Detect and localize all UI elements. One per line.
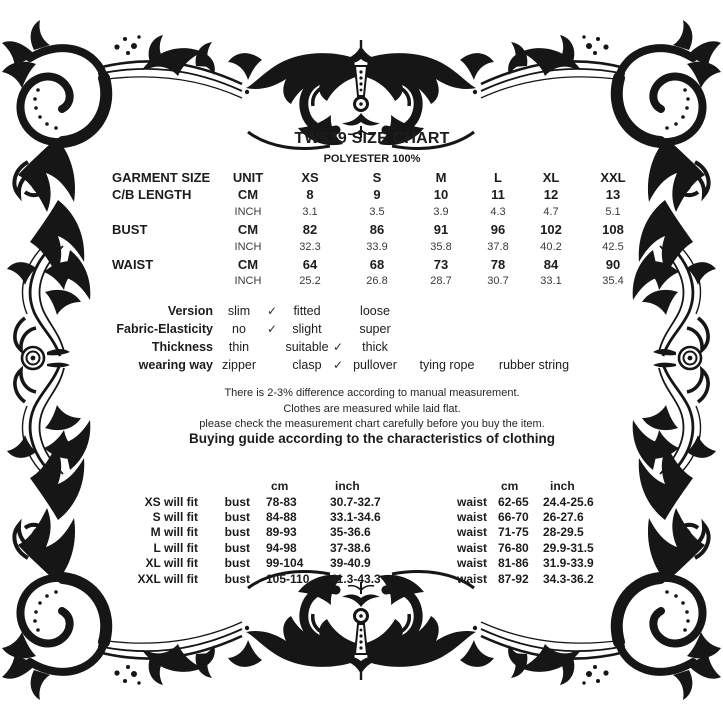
bust-label: bust	[224, 571, 250, 586]
waist-cm-range: 87-92	[498, 571, 529, 586]
attribute-label: wearing way	[138, 358, 213, 372]
waist-cm-range: 71-75	[498, 525, 529, 540]
fit-size-label: M will fit	[150, 525, 198, 540]
value-cell: 82	[302, 222, 318, 238]
value-cell: 26.8	[366, 275, 388, 288]
attribute-option: pullover	[353, 358, 397, 372]
column-header-cm: cm	[501, 479, 519, 493]
buying-guide-row-s	[0, 509, 633, 524]
table-row-cb-length-inch	[112, 204, 648, 221]
bust-inch-range: 39-40.9	[330, 556, 371, 571]
bust-cm-range: 84-88	[266, 510, 297, 525]
value-cell: 91	[433, 222, 449, 238]
value-cell: 28.7	[430, 275, 452, 288]
buying-guide-heading: Buying guide according to the characteristics of clothing	[188, 431, 556, 446]
value-cell: 64	[302, 256, 318, 272]
check-icon: ✓	[266, 304, 278, 318]
column-header-cm: cm	[271, 479, 289, 493]
buying-guide-row-l	[0, 540, 633, 555]
row-label: WAIST	[112, 256, 154, 272]
attribute-row-thickness	[0, 338, 578, 356]
bust-label: bust	[224, 510, 250, 525]
attribute-option: no	[232, 322, 246, 336]
attribute-label: Version	[167, 304, 213, 318]
value-cell: 84	[543, 256, 559, 272]
fit-size-label: L will fit	[153, 540, 198, 555]
unit-cell: CM	[237, 187, 259, 203]
bust-inch-range: 41.3-43.3	[330, 571, 381, 586]
size-chart-table	[112, 169, 648, 290]
waist-cm-range: 76-80	[498, 540, 529, 555]
row-label: BUST	[112, 222, 148, 238]
value-cell: 96	[490, 222, 506, 238]
value-cell: 3.1	[302, 206, 318, 219]
waist-cm-range: 81-86	[498, 556, 529, 571]
bust-inch-range: 37-38.6	[330, 540, 371, 555]
column-header-s: S	[372, 170, 382, 186]
bust-cm-range: 94-98	[266, 540, 297, 555]
page-title: TW639 SIZE CHART	[294, 130, 450, 147]
attribute-label: Fabric-Elasticity	[116, 322, 213, 336]
buying-guide-table	[0, 478, 633, 586]
material-subtitle: POLYESTER 100%	[323, 153, 421, 165]
bust-cm-range: 105-110	[266, 571, 310, 586]
attribute-label: Thickness	[151, 340, 213, 354]
size-table-header-row	[112, 169, 648, 186]
value-cell: 86	[369, 222, 385, 238]
attribute-option: clasp	[292, 358, 322, 372]
buying-guide-row-xxl	[0, 571, 633, 586]
bust-inch-range: 33.1-34.6	[330, 510, 381, 525]
attribute-option: suitable	[285, 340, 329, 354]
waist-label: waist	[456, 494, 487, 509]
value-cell: 9	[373, 187, 381, 203]
column-header-unit: UNIT	[232, 170, 264, 186]
row-label: C/B LENGTH	[112, 187, 192, 203]
bust-label: bust	[224, 540, 250, 555]
bust-inch-range: 30.7-32.7	[330, 494, 381, 509]
bust-label: bust	[224, 556, 250, 571]
value-cell: 3.5	[369, 206, 385, 219]
value-cell: 68	[369, 256, 385, 272]
value-cell: 73	[433, 256, 449, 272]
attribute-option: super	[359, 322, 391, 336]
value-cell: 10	[433, 187, 449, 203]
value-cell: 8	[306, 187, 314, 203]
value-cell: 33.9	[366, 240, 388, 253]
value-cell: 78	[490, 256, 506, 272]
value-cell: 4.7	[543, 206, 559, 219]
buying-guide-header-row	[0, 478, 633, 494]
note-line: Clothes are measured while laid flat.	[283, 402, 461, 415]
column-header-inch: inch	[335, 479, 360, 493]
garment-attributes	[0, 302, 578, 374]
value-cell: 108	[602, 222, 624, 238]
waist-inch-range: 26-27.6	[543, 510, 584, 525]
buying-guide-row-xl	[0, 556, 633, 571]
waist-inch-range: 28-29.5	[543, 525, 584, 540]
value-cell: 25.2	[299, 275, 321, 288]
waist-label: waist	[456, 525, 487, 540]
waist-inch-range: 24.4-25.6	[543, 494, 594, 509]
column-header-m: M	[435, 170, 447, 186]
attribute-option: thin	[228, 340, 250, 354]
column-header-inch: inch	[550, 479, 575, 493]
bust-cm-range: 89-93	[266, 525, 297, 540]
value-cell: 13	[605, 187, 621, 203]
waist-inch-range: 34.3-36.2	[543, 571, 594, 586]
column-header-garment-size: GARMENT SIZE	[112, 170, 211, 186]
attribute-option: fitted	[293, 304, 321, 318]
unit-cell: INCH	[234, 206, 262, 219]
unit-cell: INCH	[234, 275, 262, 288]
waist-inch-range: 29.9-31.5	[543, 540, 594, 555]
attribute-option: slim	[227, 304, 251, 318]
unit-cell: CM	[237, 256, 259, 272]
bust-label: bust	[224, 525, 250, 540]
fit-size-label: XXL will fit	[137, 571, 198, 586]
check-icon: ✓	[266, 322, 278, 336]
value-cell: 30.7	[487, 275, 509, 288]
column-header-xxl: XXL	[600, 170, 626, 186]
column-header-xs: XS	[301, 170, 319, 186]
waist-inch-range: 31.9-33.9	[543, 556, 594, 571]
check-icon: ✓	[332, 340, 344, 354]
bust-label: bust	[224, 494, 250, 509]
waist-label: waist	[456, 510, 487, 525]
waist-cm-range: 66-70	[498, 510, 529, 525]
attribute-option: slight	[292, 322, 322, 336]
value-cell: 35.8	[430, 240, 452, 253]
value-cell: 35.4	[602, 275, 624, 288]
waist-cm-range: 62-65	[498, 494, 529, 509]
value-cell: 12	[543, 187, 559, 203]
value-cell: 5.1	[605, 206, 621, 219]
attribute-row-fabric-elasticity	[0, 320, 578, 338]
value-cell: 42.5	[602, 240, 624, 253]
attribute-option: rubber string	[498, 358, 570, 372]
table-row-bust-cm	[112, 221, 648, 238]
bust-inch-range: 35-36.6	[330, 525, 371, 540]
waist-label: waist	[456, 540, 487, 555]
value-cell: 32.3	[299, 240, 321, 253]
attribute-row-version	[0, 302, 578, 320]
unit-cell: INCH	[234, 240, 262, 253]
column-header-xl: XL	[542, 170, 560, 186]
value-cell: 102	[540, 222, 562, 238]
measurement-notes	[21, 386, 723, 433]
fit-size-label: XL will fit	[145, 556, 198, 571]
table-row-cb-length-cm	[112, 186, 648, 203]
note-line: There is 2-3% difference according to manual measurement.	[224, 387, 520, 399]
attribute-option: tying rope	[419, 358, 475, 372]
attribute-option: zipper	[221, 358, 257, 372]
table-row-bust-inch	[112, 238, 648, 255]
check-icon: ✓	[332, 358, 344, 372]
value-cell: 37.8	[487, 240, 509, 253]
attribute-option: loose	[360, 304, 390, 318]
buying-guide-row-m	[0, 525, 633, 540]
attribute-row-wearing-way	[0, 356, 578, 374]
note-line: please check the measurement chart carefully before you buy the item.	[199, 418, 545, 430]
value-cell: 3.9	[433, 206, 449, 219]
bust-cm-range: 78-83	[266, 494, 297, 509]
value-cell: 33.1	[540, 275, 562, 288]
waist-label: waist	[456, 556, 487, 571]
waist-label: waist	[456, 571, 487, 586]
attribute-option: thick	[362, 340, 388, 354]
fit-size-label: S will fit	[152, 510, 198, 525]
column-header-l: L	[494, 170, 502, 186]
value-cell: 11	[491, 187, 505, 203]
table-row-waist-inch	[112, 273, 648, 290]
bust-cm-range: 99-104	[266, 556, 304, 571]
buying-guide-row-xs	[0, 494, 633, 509]
value-cell: 90	[605, 256, 621, 272]
fit-size-label: XS will fit	[144, 494, 198, 509]
value-cell: 40.2	[540, 240, 562, 253]
value-cell: 4.3	[490, 206, 506, 219]
table-row-waist-cm	[112, 255, 648, 272]
unit-cell: CM	[237, 222, 259, 238]
